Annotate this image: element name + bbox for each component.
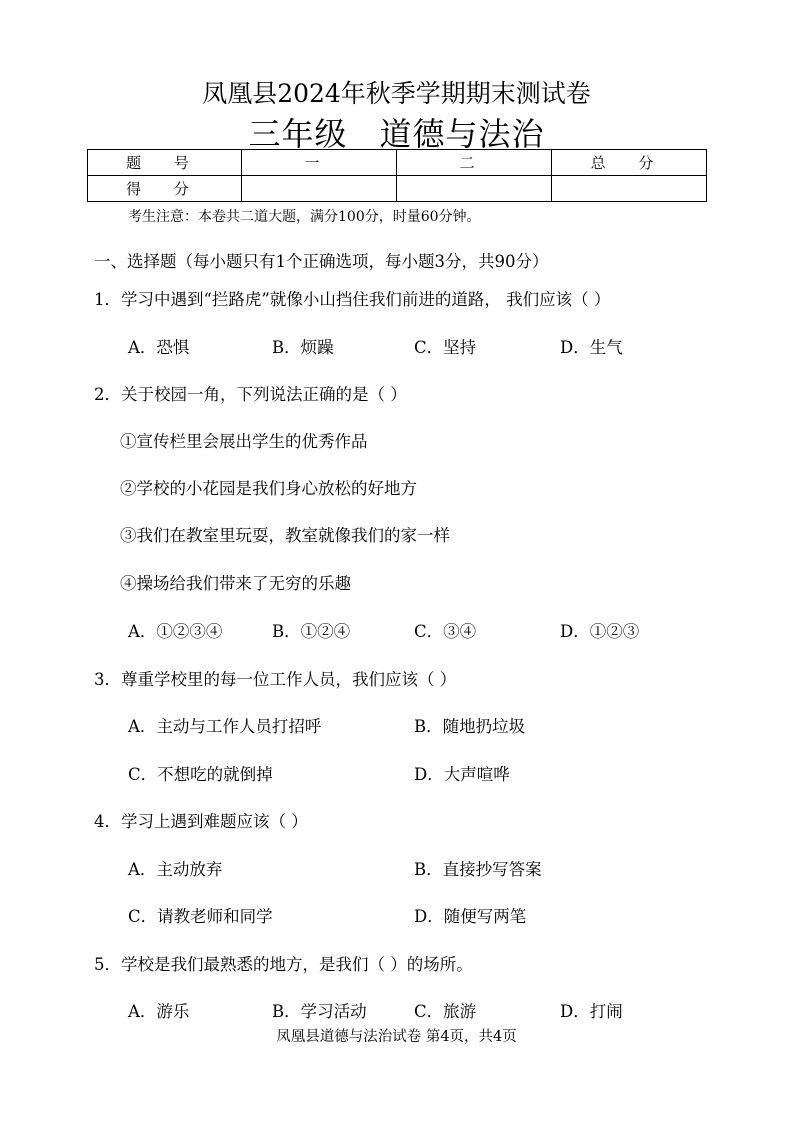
statement-item: ③我们在教室里玩耍，教室就像我们的家一样 — [120, 526, 450, 545]
statement-item: ②学校的小花园是我们身心放松的好地方 — [120, 479, 417, 498]
option-item[interactable]: C．坚持 — [414, 338, 477, 357]
option-item[interactable]: B．①②④ — [272, 622, 351, 641]
option-item[interactable]: A．游乐 — [128, 1002, 190, 1021]
exam-title: 凤凰县2024年秋季学期期末测试卷 — [202, 79, 591, 108]
statement-item: ④操场给我们带来了无穷的乐趣 — [120, 574, 351, 593]
option-item[interactable]: C．旅游 — [414, 1002, 477, 1021]
question-stem: 3．尊重学校里的每一位工作人员，我们应该（ ） — [94, 670, 457, 689]
statement-item: ①宣传栏里会展出学生的优秀作品 — [120, 432, 368, 451]
option-item[interactable]: D．生气 — [560, 338, 623, 357]
option-item[interactable]: C．③④ — [414, 622, 477, 641]
table-cell: 一 — [242, 150, 397, 176]
option-item[interactable]: D．大声喧哗 — [414, 765, 510, 784]
score-input-cell[interactable] — [397, 176, 552, 202]
question-stem: 4．学习上遇到难题应该（ ） — [94, 812, 308, 831]
table-cell: 得 分 — [88, 176, 242, 202]
option-item[interactable]: C．不想吃的就倒掉 — [128, 765, 273, 784]
table-cell: 二 — [397, 150, 552, 176]
table-cell: 题 号 — [88, 150, 242, 176]
option-item[interactable]: B．随地扔垃圾 — [414, 717, 526, 736]
question-stem: 2．关于校园一角，下列说法正确的是（ ） — [94, 385, 407, 404]
table-row — [88, 150, 707, 176]
table-cell: 总 分 — [552, 150, 707, 176]
option-item[interactable]: D．打闹 — [560, 1002, 623, 1021]
option-item[interactable]: A．①②③④ — [128, 622, 223, 641]
option-item[interactable]: B．烦躁 — [272, 338, 334, 357]
page-footer: 凤凰县道德与法治试卷 第4页，共4页 — [276, 1029, 517, 1045]
score-table — [87, 149, 707, 202]
grade-label: 三年级 — [248, 115, 348, 153]
option-item[interactable]: D．随便写两笔 — [414, 907, 527, 926]
option-item[interactable]: C．请教老师和同学 — [128, 907, 273, 926]
exam-notice: 考生注意：本卷共二道大题，满分100分，时量60分钟。 — [128, 209, 481, 225]
option-item[interactable]: B．学习活动 — [272, 1002, 367, 1021]
option-item[interactable]: A．主动与工作人员打招呼 — [128, 717, 322, 736]
question-stem: 1．学习中遇到“拦路虎”就像小山挡住我们前进的道路， 我们应该（ ） — [94, 290, 611, 309]
option-item[interactable]: A．恐惧 — [128, 338, 190, 357]
subject-label: 道德与法治 — [379, 115, 545, 153]
section-title: 一、选择题（每小题只有1个正确选项，每小题3分，共90分） — [94, 252, 549, 271]
option-item[interactable]: A．主动放弃 — [128, 860, 223, 879]
question-stem: 5．学校是我们最熟悉的地方，是我们（ ）的场所。 — [94, 955, 473, 974]
option-item[interactable]: B．直接抄写答案 — [414, 860, 542, 879]
table-row — [88, 176, 707, 202]
score-input-cell[interactable] — [552, 176, 707, 202]
option-item[interactable]: D．①②③ — [560, 622, 640, 641]
score-input-cell[interactable] — [242, 176, 397, 202]
